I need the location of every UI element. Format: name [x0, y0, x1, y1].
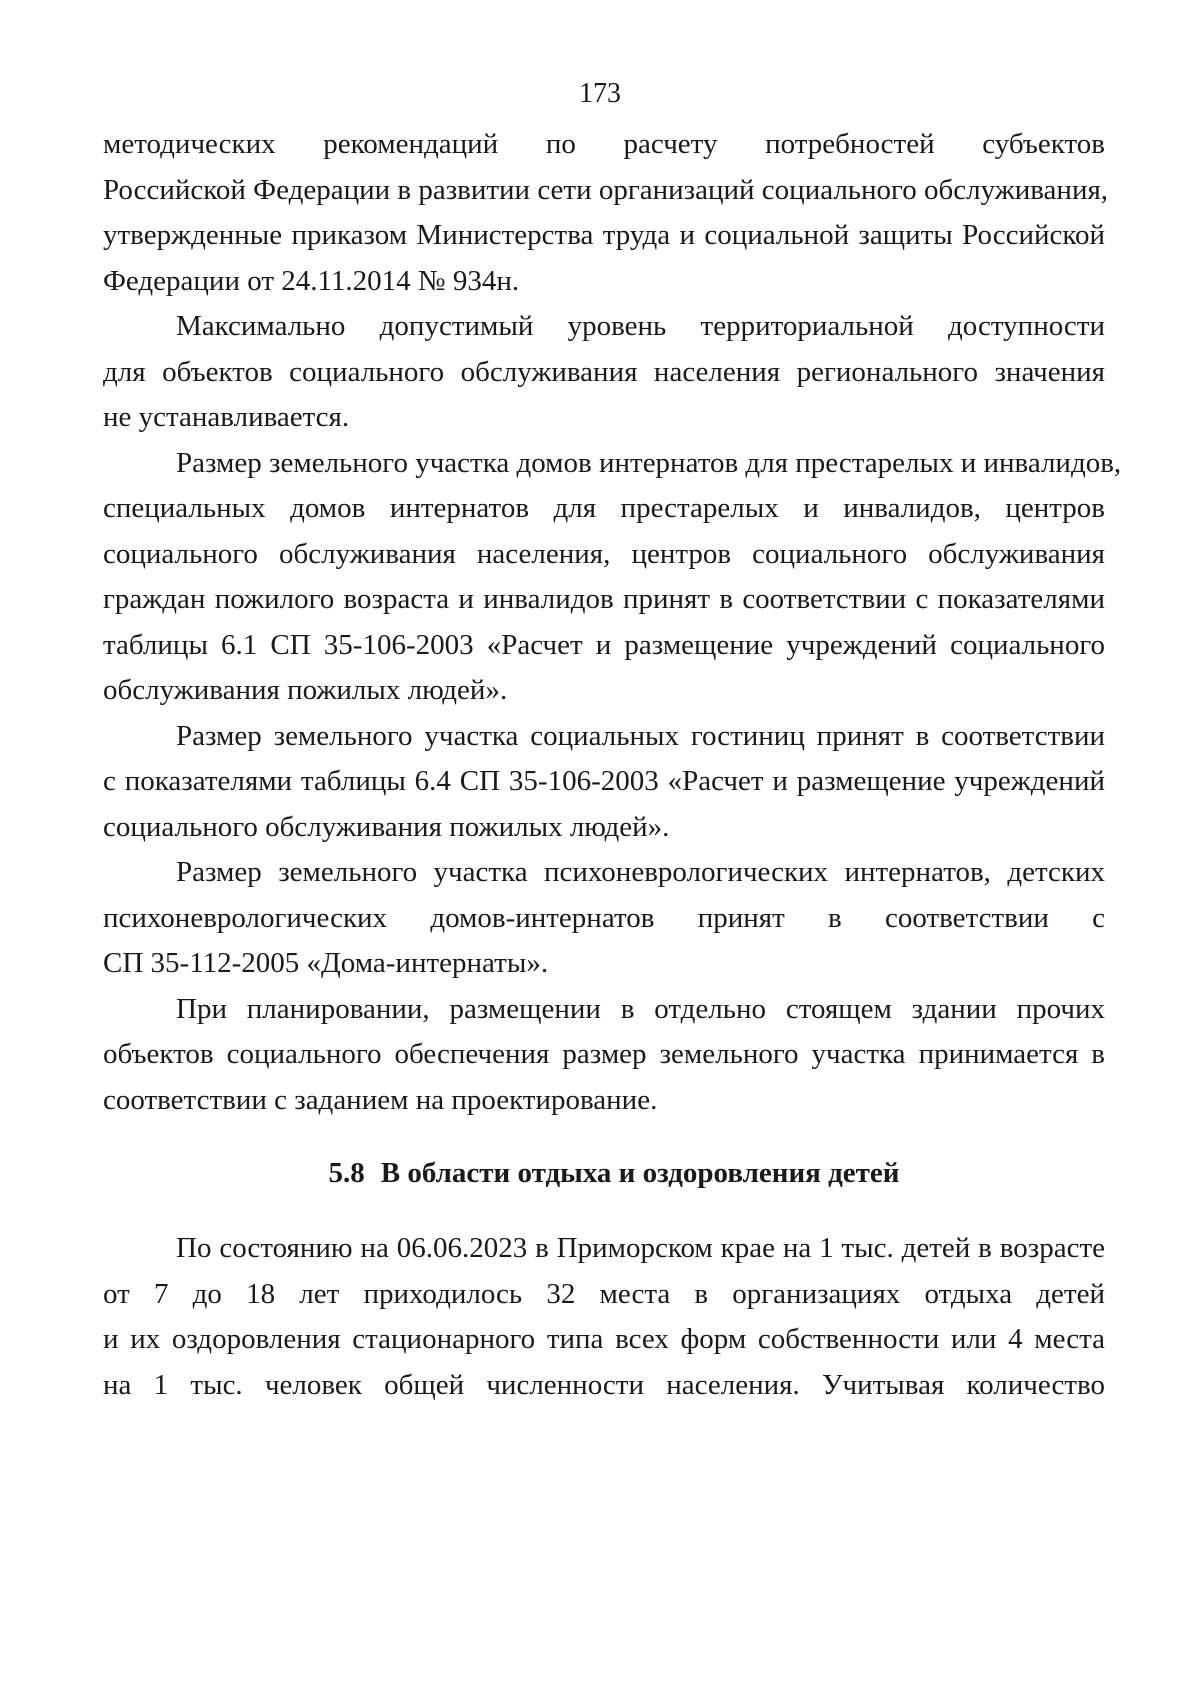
section-title: В области отдыха и оздоровления детей [380, 1157, 900, 1189]
text-line: СП 35-112-2005 «Дома-интернаты». [103, 947, 549, 979]
paragraph [103, 304, 1105, 441]
text-line: социального обслуживания населения, центров социального обслуживания [103, 537, 1105, 570]
paragraph [103, 987, 1105, 1124]
text-line: психоневрологических домов-интернатов принят в соответствии с [103, 901, 1105, 934]
text-line: При планировании, размещении в отдельно стоящем здании прочих [176, 992, 1105, 1025]
paragraph [103, 850, 1105, 987]
text-line: соответствии с заданием на проектирование. [103, 1083, 658, 1116]
text-line: таблицы 6.1 СП 35-106-2003 «Расчет и размещение учреждений социального [103, 628, 1105, 661]
section-heading [103, 1123, 1105, 1226]
text-line: социального обслуживания пожилых людей». [103, 810, 670, 843]
text-line: с показателями таблицы 6.4 СП 35-106-2003 «Расчет и размещение учреждений [103, 765, 1105, 797]
text-line: от 7 до 18 лет приходилось 32 места в организациях отдыха детей [103, 1277, 1105, 1310]
text-line: Федерации от 24.11.2014 № 934н. [103, 264, 520, 297]
paragraph [103, 122, 1109, 304]
text-line: объектов социального обеспечения размер земельного участка принимается в [103, 1038, 1105, 1070]
paragraph [103, 441, 1122, 714]
text-line: Размер земельного участка домов интернатов для престарелых и инвалидов, [176, 446, 1122, 479]
text-line: обслуживания пожилых людей». [103, 674, 508, 706]
text-line: граждан пожилого возраста и инвалидов принят в соответствии с показателями [103, 583, 1105, 615]
paragraph [103, 1226, 1105, 1408]
paragraph [103, 714, 1105, 851]
text-line: утвержденные приказом Министерства труда и социальной защиты Российской [103, 219, 1105, 251]
text-line: По состоянию на 06.06.2023 в Приморском крае на 1 тыс. детей в возрасте [176, 1232, 1105, 1264]
text-line: специальных домов интернатов для престарелых и инвалидов, центров [103, 492, 1105, 524]
text-line: не устанавливается. [103, 401, 350, 433]
document-body [103, 122, 1122, 1408]
text-line: Размер земельного участка психоневрологических интернатов, детских [176, 856, 1105, 888]
text-line: на 1 тыс. человек общей численности населения. Учитывая количество [103, 1368, 1105, 1401]
page-number: 173 [579, 78, 621, 109]
text-line: методических рекомендаций по расчету потребностей субъектов [103, 128, 1105, 160]
text-line: и их оздоровления стационарного типа всех форм собственности или 4 места [103, 1323, 1105, 1355]
text-line: Максимально допустимый уровень территориальной доступности [176, 310, 1105, 342]
text-line: для объектов социального обслуживания населения регионального значения [103, 355, 1105, 388]
text-line: Российской Федерации в развитии сети организаций социального обслуживания, [103, 173, 1109, 206]
text-line: Размер земельного участка социальных гостиниц принят в соответствии [176, 719, 1105, 752]
section-number: 5.8 [328, 1157, 365, 1189]
